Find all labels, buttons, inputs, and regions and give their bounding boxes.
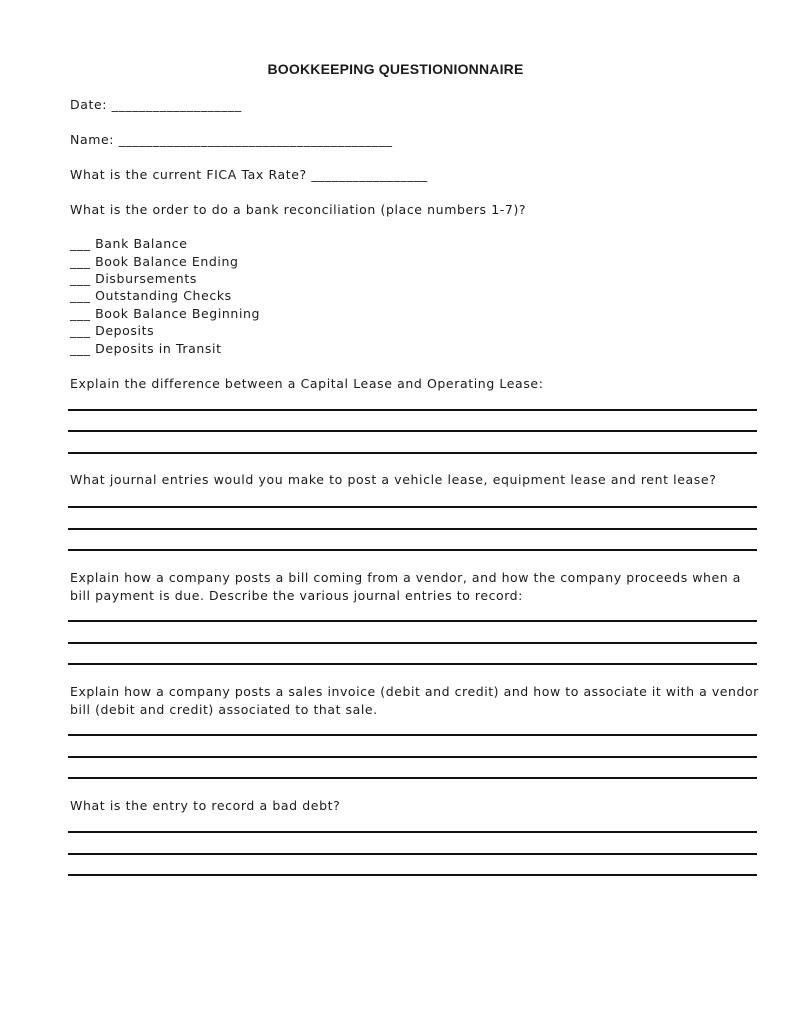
bank-rec-item: ___ Deposits in Transit xyxy=(70,341,222,356)
answer-line xyxy=(68,409,757,411)
answer-line xyxy=(68,506,757,508)
page-title: BOOKKEEPING QUESTIONIONNAIRE xyxy=(267,61,524,77)
answer-line xyxy=(68,853,757,855)
bank-rec-question: What is the order to do a bank reconciliation (place numbers 1-7)? xyxy=(70,202,527,217)
bank-rec-item: ___ Deposits xyxy=(70,323,155,338)
answer-line xyxy=(68,663,757,665)
answer-line xyxy=(68,756,757,758)
answer-line xyxy=(68,777,757,779)
bad-debt-question: What is the entry to record a bad debt? xyxy=(70,798,341,813)
bank-rec-item: ___ Bank Balance xyxy=(70,236,188,251)
answer-line xyxy=(68,528,757,530)
bank-rec-item: ___ Book Balance Ending xyxy=(70,254,239,269)
answer-line xyxy=(68,874,757,876)
bank-rec-item: ___ Book Balance Beginning xyxy=(70,306,261,321)
journal-entries-question: What journal entries would you make to post a vehicle lease, equipment lease and rent lease? xyxy=(70,472,717,487)
answer-line xyxy=(68,452,757,454)
answer-line xyxy=(68,620,757,622)
vendor-bill-question: Explain how a company posts a bill coming from a vendor, and how the company proceeds when a bill payment is due. Describe the various journal entries to record: xyxy=(70,570,741,603)
answer-line xyxy=(68,642,757,644)
name-field: Name: ________________________________________ xyxy=(70,132,393,147)
sales-invoice-question: Explain how a company posts a sales invoice (debit and credit) and how to associate it with a vendor bill (debit and credit) associated to that sale. xyxy=(70,684,759,717)
answer-line xyxy=(68,831,757,833)
answer-line xyxy=(68,734,757,736)
answer-line xyxy=(68,549,757,551)
lease-difference-question: Explain the difference between a Capital Lease and Operating Lease: xyxy=(70,376,544,391)
answer-line xyxy=(68,430,757,432)
fica-question: What is the current FICA Tax Rate? _________________ xyxy=(70,167,428,182)
bank-rec-item: ___ Disbursements xyxy=(70,271,197,286)
date-field: Date: ___________________ xyxy=(70,97,242,112)
bank-rec-item: ___ Outstanding Checks xyxy=(70,288,232,303)
